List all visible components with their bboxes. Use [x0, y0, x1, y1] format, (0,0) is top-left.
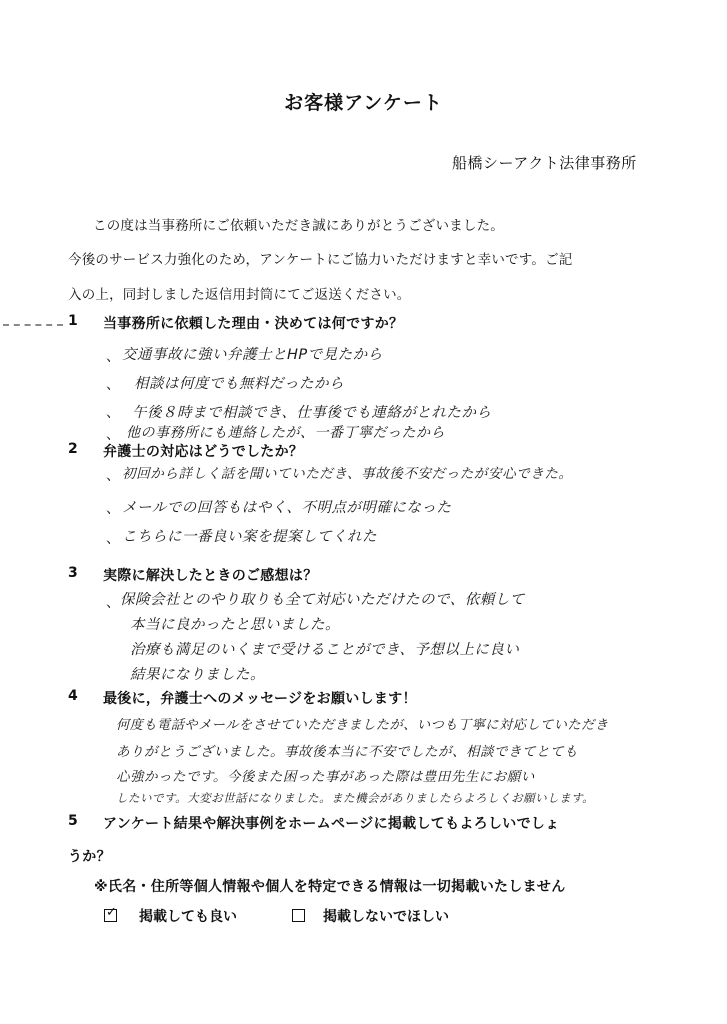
q2-answer-3: こちらに一番良い案を提案してくれた — [122, 529, 377, 545]
intro-line-2: 今後のサービス力強化のため，アンケートにご協力いただけますと幸いです。ご記 — [68, 252, 573, 268]
answer-bullet: 、 — [106, 468, 120, 484]
question-4-text: 最後に，弁護士へのメッセージをお願いします！ — [103, 691, 417, 707]
answer-bullet: 、 — [106, 349, 120, 365]
question-5-text: アンケート結果や解決事例をホームページに掲載してもよろしいでしょ — [103, 816, 560, 832]
answer-bullet: 、 — [106, 405, 120, 421]
q1-answer-3: 午後８時まで相談でき、仕事後でも連絡がとれたから — [132, 405, 492, 421]
q1-answer-1: 交通事故に強い弁護士とHPで見たから — [122, 347, 383, 363]
answer-bullet: 、 — [106, 595, 120, 611]
q1-answer-2: 相談は何度でも無料だったから — [134, 376, 344, 392]
intro-line-3: 入の上，同封しました返信用封筒にてご返送ください。 — [68, 287, 411, 303]
option-publish-ng[interactable] — [292, 906, 449, 926]
question-4-number: 4 — [68, 688, 78, 704]
q3-answer-2: 本当に良かったと思いました。 — [130, 617, 340, 633]
scan-artifact-line — [3, 324, 63, 326]
page-title: お客様アンケート — [284, 92, 443, 114]
check-mark-icon: ✓ — [106, 905, 117, 920]
question-2-number: 2 — [68, 441, 78, 457]
q4-answer-1: 何度も電話やメールをさせていただきましたが、いつも丁寧に対応していただき — [116, 718, 609, 733]
question-3-text: 実際に解決したときのご感想は？ — [103, 568, 318, 584]
option-publish-ng-label: 掲載しないでほしい — [323, 909, 449, 925]
question-1-text: 当事務所に依頼した理由・決めては何ですか？ — [103, 316, 404, 332]
q4-answer-2: ありがとうございました。事故後本当に不安でしたが、相談できてとても — [116, 744, 578, 760]
answer-bullet: 、 — [106, 501, 120, 517]
question-2-text: 弁護士の対応はどうでしたか？ — [103, 444, 304, 460]
answer-bullet: 、 — [106, 531, 120, 547]
question-5-number: 5 — [68, 813, 78, 829]
firm-name: 船橋シーアクト法律事務所 — [452, 154, 637, 172]
q2-answer-2: メールでの回答もはやく、不明点が明確になった — [122, 500, 452, 516]
answer-bullet: 、 — [106, 427, 120, 443]
checkbox-publish-ng[interactable] — [292, 909, 305, 922]
q3-answer-4: 結果になりました。 — [130, 667, 265, 683]
privacy-note: ※氏名・住所等個人情報や個人を特定できる情報は一切掲載いたしません — [94, 879, 566, 895]
option-publish-ok-label: 掲載しても良い — [139, 909, 237, 925]
question-5-text-cont: うか？ — [68, 849, 111, 865]
q2-answer-1: 初回から詳しく話を聞いていただき、事故後不安だったが安心できた。 — [122, 466, 573, 482]
question-1-number: 1 — [68, 313, 78, 329]
q3-answer-1: 保険会社とのやり取りも全て対応いただけたので、依頼して — [120, 592, 525, 608]
q3-answer-3: 治療も満足のいくまで受けることができ、予想以上に良い — [130, 642, 520, 658]
question-3-number: 3 — [68, 565, 78, 581]
q1-answer-4: 他の事務所にも連絡したが、一番丁寧だったから — [126, 425, 445, 441]
q4-answer-4: したいです。大変お世話になりました。また機会がありましたらよろしくお願いします。 — [116, 791, 595, 805]
option-publish-ok[interactable] — [104, 906, 237, 926]
checkbox-publish-ok[interactable] — [104, 905, 117, 922]
answer-bullet: 、 — [106, 377, 120, 393]
intro-line-1: この度は当事務所にご依頼いただき誠にありがとうございました。 — [93, 218, 504, 234]
q4-answer-3: 心強かったです。今後また困った事があった際は豊田先生にお願い — [116, 769, 535, 785]
